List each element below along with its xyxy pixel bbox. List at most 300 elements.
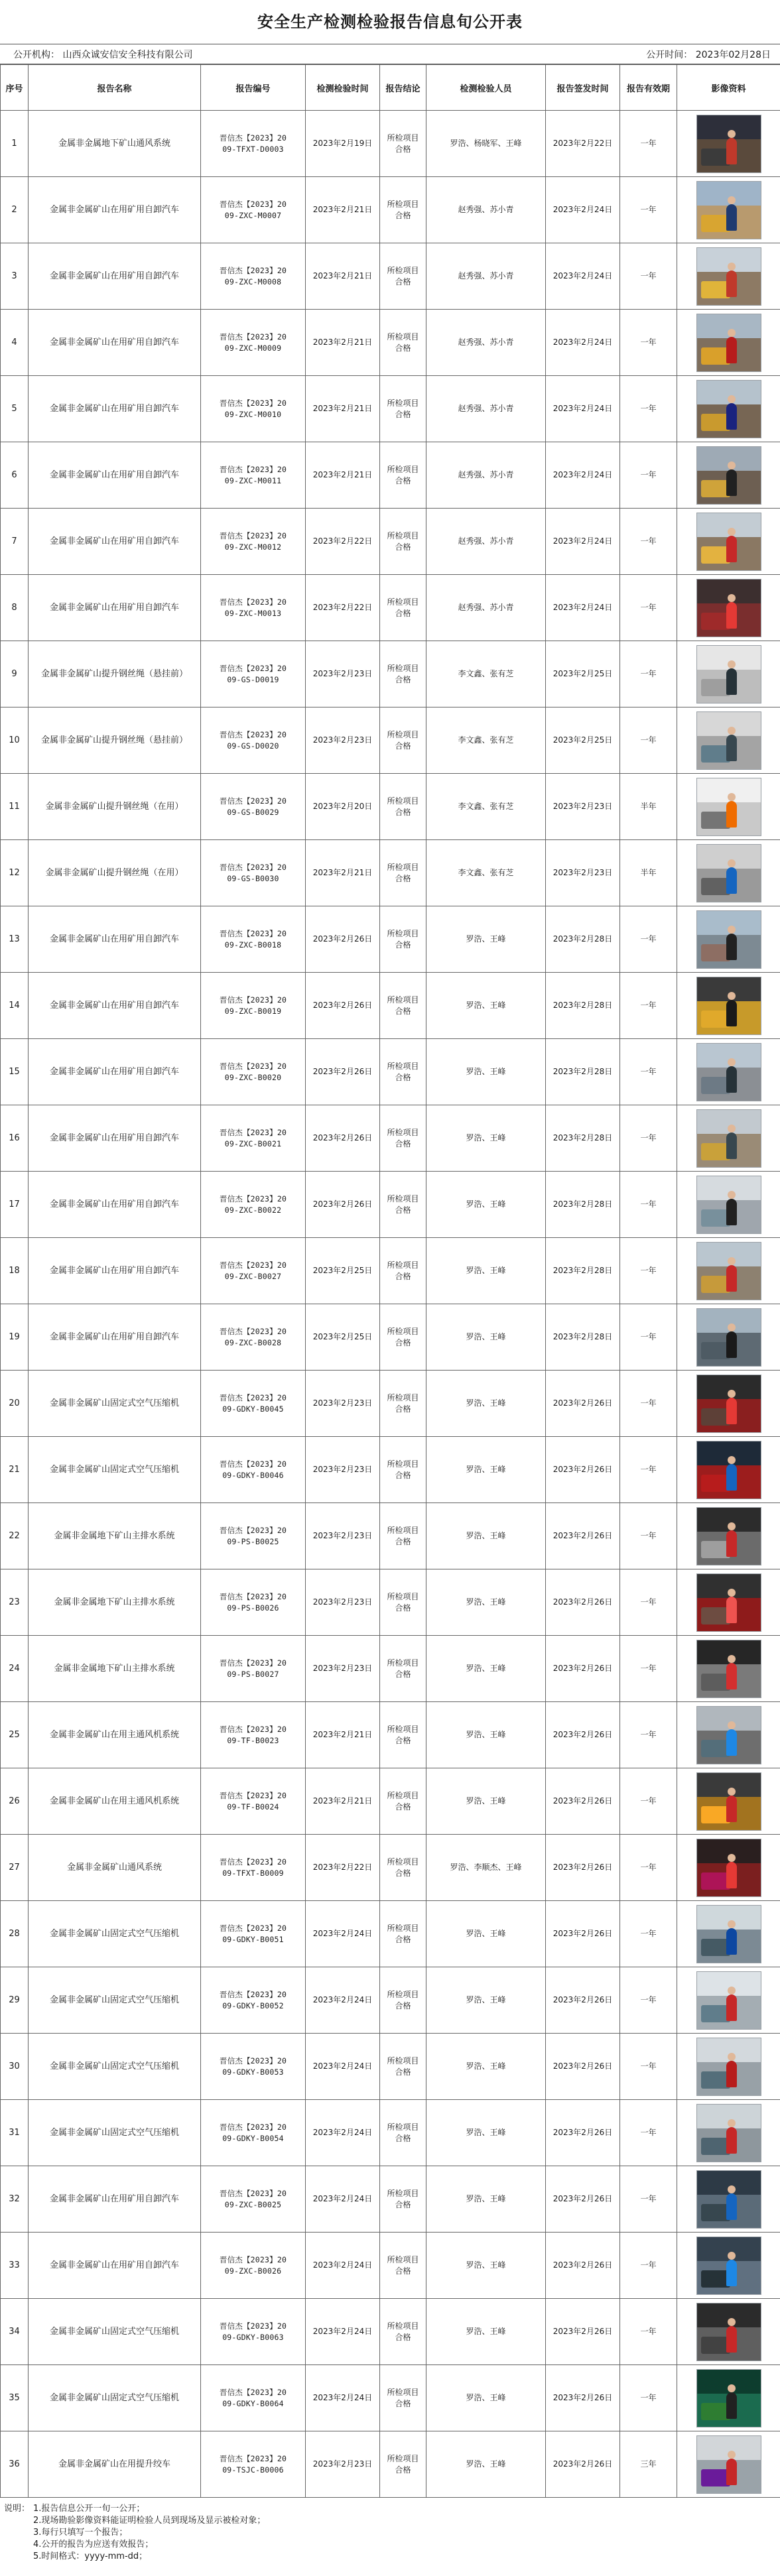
- inspection-photo[interactable]: [696, 1706, 761, 1764]
- inspection-photo[interactable]: [696, 1905, 761, 1963]
- conclusion-line-2: 合格: [395, 2465, 411, 2475]
- inspection-photo[interactable]: [696, 1109, 761, 1168]
- issue-date: 2023年2月28日: [546, 1105, 620, 1172]
- report-code-line-1: 晋信杰【2023】20: [219, 2453, 287, 2463]
- photo-inspector-figure: [726, 204, 737, 231]
- table-row: [1, 1304, 780, 1371]
- photo-equipment: [701, 1740, 730, 1757]
- report-code-line-1: 晋信杰【2023】20: [219, 199, 287, 209]
- report-name: 金属非金属矿山在用矿用自卸汽车: [29, 1105, 201, 1172]
- note-line-4: 4.公开的报告为应送有效报告；: [33, 2540, 154, 2549]
- inspection-date: 2023年2月20日: [306, 774, 380, 840]
- conclusion: [380, 2299, 426, 2365]
- validity: 一年: [620, 442, 677, 509]
- conclusion: [380, 641, 426, 707]
- photo-cell: [677, 2299, 780, 2365]
- conclusion: [380, 111, 426, 177]
- photo-inspector-head: [728, 2119, 736, 2127]
- report-code-line-2: 09-ZXC-B0019: [224, 1006, 282, 1016]
- conclusion-line-2: 合格: [395, 343, 411, 353]
- photo-equipment: [701, 1674, 730, 1691]
- inspection-photo[interactable]: [696, 2369, 761, 2427]
- photo-inspector-figure: [726, 403, 737, 430]
- photo-inspector-head: [728, 528, 736, 536]
- inspectors: 李文鑫、张有芝: [426, 707, 546, 774]
- table-row: [1, 177, 780, 243]
- conclusion-line-2: 合格: [395, 2199, 411, 2209]
- inspection-photo[interactable]: [696, 446, 761, 505]
- report-code-line-1: 晋信杰【2023】20: [219, 2122, 287, 2132]
- inspection-date: 2023年2月23日: [306, 641, 380, 707]
- photo-cell: [677, 376, 780, 442]
- report-code: [201, 1702, 306, 1768]
- report-name: 金属非金属矿山固定式空气压缩机: [29, 1967, 201, 2034]
- photo-inspector-figure: [726, 2260, 737, 2286]
- header-report-name: 报告名称: [29, 65, 201, 111]
- conclusion-line-2: 合格: [395, 1536, 411, 1546]
- report-name: 金属非金属矿山在用矿用自卸汽车: [29, 1039, 201, 1105]
- issue-date: 2023年2月26日: [546, 1569, 620, 1636]
- conclusion: [380, 177, 426, 243]
- conclusion-line-1: 所检项目: [387, 663, 419, 673]
- row-no: 34: [1, 2299, 29, 2365]
- report-code: [201, 310, 306, 376]
- report-code: [201, 2233, 306, 2299]
- inspection-photo[interactable]: [696, 2038, 761, 2096]
- inspection-date: 2023年2月21日: [306, 177, 380, 243]
- inspection-date: 2023年2月24日: [306, 2299, 380, 2365]
- report-name: 金属非金属矿山在用矿用自卸汽车: [29, 376, 201, 442]
- report-code-line-2: 09-TF-B0024: [227, 1802, 279, 1811]
- photo-equipment: [701, 613, 730, 630]
- inspection-photo[interactable]: [696, 1441, 761, 1499]
- conclusion: [380, 1569, 426, 1636]
- table-row: [1, 1437, 780, 1503]
- report-code: [201, 840, 306, 906]
- row-no: 10: [1, 707, 29, 774]
- conclusion: [380, 973, 426, 1039]
- table-row: [1, 1039, 780, 1105]
- photo-inspector-figure: [726, 1796, 737, 1822]
- report-name: 金属非金属地下矿山主排水系统: [29, 1636, 201, 1702]
- conclusion-line-2: 合格: [395, 1868, 411, 1878]
- table-row: [1, 707, 780, 774]
- table-row: [1, 442, 780, 509]
- row-no: 36: [1, 2431, 29, 2498]
- photo-cell: [677, 1636, 780, 1702]
- conclusion: [380, 2166, 426, 2233]
- conclusion-line-1: 所检项目: [387, 1591, 419, 1601]
- inspection-date: 2023年2月21日: [306, 310, 380, 376]
- conclusion-line-1: 所检项目: [387, 1525, 419, 1535]
- photo-inspector-figure: [726, 867, 737, 894]
- report-code-line-1: 晋信杰【2023】20: [219, 1923, 287, 1933]
- report-name: 金属非金属矿山在用矿用自卸汽车: [29, 2166, 201, 2233]
- report-code-line-2: 09-ZXC-M0013: [224, 608, 282, 618]
- photo-inspector-figure: [726, 668, 737, 695]
- validity: 一年: [620, 2100, 677, 2166]
- conclusion-line-2: 合格: [395, 475, 411, 485]
- photo-inspector-figure: [726, 1729, 737, 1756]
- inspectors: 赵秀强、苏小青: [426, 177, 546, 243]
- inspection-photo[interactable]: [696, 1176, 761, 1234]
- conclusion: [380, 575, 426, 641]
- photo-equipment: [701, 149, 730, 166]
- inspection-date: 2023年2月24日: [306, 2166, 380, 2233]
- report-code-line-1: 晋信杰【2023】20: [219, 1989, 287, 1999]
- row-no: 25: [1, 1702, 29, 1768]
- conclusion: [380, 1503, 426, 1569]
- photo-inspector-figure: [726, 2392, 737, 2419]
- report-name: 金属非金属矿山固定式空气压缩机: [29, 1437, 201, 1503]
- inspection-date: 2023年2月24日: [306, 1967, 380, 2034]
- inspection-photo[interactable]: [696, 1640, 761, 1698]
- report-name: 金属非金属矿山在用矿用自卸汽车: [29, 575, 201, 641]
- row-no: 22: [1, 1503, 29, 1569]
- row-no: 12: [1, 840, 29, 906]
- report-code-line-1: 晋信杰【2023】20: [219, 1127, 287, 1137]
- report-code: [201, 1105, 306, 1172]
- report-name: 金属非金属矿山在用主通风机系统: [29, 1768, 201, 1835]
- conclusion-line-2: 合格: [395, 1735, 411, 1745]
- table-row: [1, 1238, 780, 1304]
- conclusion-line-1: 所检项目: [387, 928, 419, 938]
- inspectors: 罗浩、王峰: [426, 973, 546, 1039]
- validity: 一年: [620, 973, 677, 1039]
- inspectors: 罗浩、王峰: [426, 1901, 546, 1967]
- conclusion-line-1: 所检项目: [387, 1127, 419, 1137]
- inspectors: 赵秀强、苏小青: [426, 243, 546, 310]
- report-code-line-2: 09-TFXT-B0009: [222, 1868, 284, 1878]
- header-inspection-date: 检测检验时间: [306, 65, 380, 111]
- photo-equipment: [701, 878, 730, 895]
- report-code: [201, 2034, 306, 2100]
- report-code-line-2: 09-GDKY-B0045: [222, 1404, 284, 1414]
- inspectors: 罗浩、王峰: [426, 1105, 546, 1172]
- validity: 一年: [620, 509, 677, 575]
- photo-inspector-figure: [726, 469, 737, 496]
- row-no: 21: [1, 1437, 29, 1503]
- conclusion: [380, 1768, 426, 1835]
- conclusion-line-2: 合格: [395, 741, 411, 751]
- inspection-photo[interactable]: [696, 2170, 761, 2229]
- inspectors: 李文鑫、张有芝: [426, 840, 546, 906]
- table-row: [1, 973, 780, 1039]
- validity: 一年: [620, 2166, 677, 2233]
- photo-cell: [677, 177, 780, 243]
- photo-inspector-head: [728, 1323, 736, 1331]
- row-no: 3: [1, 243, 29, 310]
- row-no: 33: [1, 2233, 29, 2299]
- conclusion-line-1: 所检项目: [387, 1857, 419, 1867]
- issue-date: 2023年2月28日: [546, 1304, 620, 1371]
- inspectors: 罗浩、王峰: [426, 1238, 546, 1304]
- inspection-photo[interactable]: [696, 1308, 761, 1367]
- row-no: 9: [1, 641, 29, 707]
- issue-date: 2023年2月24日: [546, 310, 620, 376]
- report-code-line-2: 09-ZXC-B0028: [224, 1337, 282, 1347]
- inspection-photo[interactable]: [696, 1772, 761, 1831]
- issue-date: 2023年2月24日: [546, 376, 620, 442]
- header-report-code: 报告编号: [201, 65, 306, 111]
- report-code-line-1: 晋信杰【2023】20: [219, 2387, 287, 2397]
- row-no: 16: [1, 1105, 29, 1172]
- inspection-photo[interactable]: [696, 380, 761, 438]
- inspection-photo[interactable]: [696, 579, 761, 637]
- conclusion: [380, 774, 426, 840]
- photo-equipment: [701, 1209, 730, 1227]
- photo-inspector-figure: [726, 2193, 737, 2220]
- issue-date: 2023年2月26日: [546, 1437, 620, 1503]
- inspectors: 罗浩、王峰: [426, 1967, 546, 2034]
- conclusion-line-2: 合格: [395, 1934, 411, 1944]
- row-no: 35: [1, 2365, 29, 2431]
- photo-inspector-figure: [726, 2326, 737, 2353]
- photo-inspector-figure: [726, 1000, 737, 1026]
- photo-inspector-head: [728, 1456, 736, 1464]
- inspection-date: 2023年2月23日: [306, 1569, 380, 1636]
- conclusion: [380, 2100, 426, 2166]
- inspection-photo[interactable]: [696, 711, 761, 770]
- validity: 一年: [620, 1768, 677, 1835]
- conclusion-line-2: 合格: [395, 2133, 411, 2143]
- inspection-date: 2023年2月26日: [306, 1039, 380, 1105]
- inspection-photo[interactable]: [696, 2104, 761, 2162]
- table-row: [1, 1569, 780, 1636]
- table-row: [1, 840, 780, 906]
- table-row: [1, 906, 780, 973]
- conclusion-line-1: 所检项目: [387, 2122, 419, 2132]
- page-title: 安全生产检测检验报告信息旬公开表: [0, 0, 780, 44]
- report-code-line-2: 09-GDKY-B0053: [222, 2067, 284, 2077]
- inspectors: 罗浩、李顺杰、王峰: [426, 1835, 546, 1901]
- validity: 一年: [620, 310, 677, 376]
- photo-cell: [677, 1437, 780, 1503]
- inspectors: 罗浩、王峰: [426, 1569, 546, 1636]
- row-no: 28: [1, 1901, 29, 1967]
- issue-date: 2023年2月26日: [546, 2299, 620, 2365]
- report-name: 金属非金属矿山提升钢丝绳（悬挂前）: [29, 641, 201, 707]
- photo-cell: [677, 840, 780, 906]
- photo-equipment: [701, 1541, 730, 1558]
- inspection-date: 2023年2月21日: [306, 840, 380, 906]
- inspection-date: 2023年2月23日: [306, 2431, 380, 2498]
- inspection-date: 2023年2月22日: [306, 575, 380, 641]
- conclusion: [380, 1967, 426, 2034]
- issue-date: 2023年2月26日: [546, 2034, 620, 2100]
- inspection-photo[interactable]: [696, 1375, 761, 1433]
- conclusion: [380, 840, 426, 906]
- report-code-line-1: 晋信杰【2023】20: [219, 1326, 287, 1336]
- row-no: 24: [1, 1636, 29, 1702]
- photo-inspector-figure: [726, 337, 737, 363]
- table-row: [1, 310, 780, 376]
- report-code: [201, 2166, 306, 2233]
- conclusion-line-1: 所检项目: [387, 1194, 419, 1203]
- photo-inspector-figure: [726, 2061, 737, 2087]
- notes-label: 说明：: [4, 2504, 31, 2514]
- photo-cell: [677, 2365, 780, 2431]
- photo-cell: [677, 774, 780, 840]
- photo-inspector-figure: [726, 602, 737, 629]
- validity: 一年: [620, 2365, 677, 2431]
- report-code-line-2: 09-GDKY-B0052: [222, 2000, 284, 2010]
- conclusion-line-1: 所检项目: [387, 2188, 419, 2198]
- table-row: [1, 641, 780, 707]
- table-row: [1, 376, 780, 442]
- inspection-photo[interactable]: [696, 1971, 761, 2030]
- photo-inspector-figure: [726, 934, 737, 960]
- photo-inspector-head: [728, 1987, 736, 1994]
- report-code-line-1: 晋信杰【2023】20: [219, 2321, 287, 2331]
- inspection-photo[interactable]: [696, 645, 761, 704]
- conclusion-line-1: 所检项目: [387, 1989, 419, 1999]
- inspection-photo[interactable]: [696, 1242, 761, 1300]
- inspection-photo[interactable]: [696, 247, 761, 306]
- photo-cell: [677, 442, 780, 509]
- validity: 一年: [620, 1238, 677, 1304]
- inspectors: 罗浩、王峰: [426, 2100, 546, 2166]
- report-name: 金属非金属矿山在用矿用自卸汽车: [29, 243, 201, 310]
- photo-inspector-figure: [726, 1597, 737, 1623]
- report-code-line-2: 09-PS-B0025: [227, 1536, 279, 1546]
- conclusion-line-2: 合格: [395, 2266, 411, 2276]
- report-code-line-2: 09-ZXC-M0011: [224, 475, 282, 485]
- inspection-date: 2023年2月22日: [306, 509, 380, 575]
- row-no: 23: [1, 1569, 29, 1636]
- inspection-date: 2023年2月26日: [306, 1105, 380, 1172]
- photo-equipment: [701, 2204, 730, 2221]
- inspection-date: 2023年2月23日: [306, 1503, 380, 1569]
- report-name: 金属非金属矿山固定式空气压缩机: [29, 2100, 201, 2166]
- issue-date: 2023年2月26日: [546, 1636, 620, 1702]
- validity: 一年: [620, 1371, 677, 1437]
- report-code-line-2: 09-ZXC-B0018: [224, 940, 282, 950]
- inspection-photo[interactable]: [696, 1839, 761, 1897]
- table-row: [1, 2431, 780, 2498]
- report-name: 金属非金属矿山在用矿用自卸汽车: [29, 973, 201, 1039]
- header-conclusion: 报告结论: [380, 65, 426, 111]
- report-code-line-1: 晋信杰【2023】20: [219, 1724, 287, 1734]
- inspection-photo[interactable]: [696, 778, 761, 836]
- photo-inspector-figure: [726, 801, 737, 828]
- inspection-date: 2023年2月21日: [306, 376, 380, 442]
- report-name: 金属非金属矿山通风系统: [29, 1835, 201, 1901]
- inspection-photo[interactable]: [696, 1573, 761, 1632]
- report-code: [201, 1636, 306, 1702]
- inspection-photo[interactable]: [696, 181, 761, 239]
- report-code: [201, 707, 306, 774]
- inspection-date: 2023年2月21日: [306, 1702, 380, 1768]
- photo-inspector-head: [728, 196, 736, 204]
- conclusion-line-2: 合格: [395, 1802, 411, 1811]
- photo-inspector-figure: [726, 1265, 737, 1292]
- conclusion-line-1: 所检项目: [387, 265, 419, 275]
- inspection-photo[interactable]: [696, 2303, 761, 2361]
- conclusion-line-1: 所检项目: [387, 2254, 419, 2264]
- inspection-date: 2023年2月21日: [306, 1768, 380, 1835]
- inspection-photo[interactable]: [696, 977, 761, 1035]
- validity: 一年: [620, 641, 677, 707]
- report-code: [201, 1371, 306, 1437]
- inspection-photo[interactable]: [696, 2237, 761, 2295]
- report-name: 金属非金属矿山提升钢丝绳（在用）: [29, 840, 201, 906]
- photo-cell: [677, 1768, 780, 1835]
- photo-cell: [677, 1105, 780, 1172]
- report-code-line-1: 晋信杰【2023】20: [219, 1459, 287, 1469]
- photo-inspector-head: [728, 2053, 736, 2061]
- photo-cell: [677, 641, 780, 707]
- photo-inspector-figure: [726, 1530, 737, 1557]
- inspection-photo[interactable]: [696, 910, 761, 969]
- note-line-5: 5.时间格式：yyyy-mm-dd；: [33, 2551, 148, 2561]
- issue-date: 2023年2月28日: [546, 1238, 620, 1304]
- report-code-line-1: 晋信杰【2023】20: [219, 1392, 287, 1402]
- conclusion-line-1: 所检项目: [387, 1326, 419, 1336]
- validity: 一年: [620, 1569, 677, 1636]
- photo-inspector-head: [728, 1058, 736, 1066]
- issue-date: 2023年2月26日: [546, 1702, 620, 1768]
- report-name: 金属非金属矿山在用矿用自卸汽车: [29, 1172, 201, 1238]
- inspectors: 赵秀强、苏小青: [426, 310, 546, 376]
- inspection-date: 2023年2月23日: [306, 1371, 380, 1437]
- issue-date: 2023年2月25日: [546, 707, 620, 774]
- inspectors: 罗浩、王峰: [426, 1503, 546, 1569]
- conclusion: [380, 2431, 426, 2498]
- report-code: [201, 1437, 306, 1503]
- report-code-line-2: 09-ZXC-B0026: [224, 2266, 282, 2276]
- inspectors: 罗浩、王峰: [426, 906, 546, 973]
- photo-inspector-head: [728, 859, 736, 867]
- inspection-photo[interactable]: [696, 844, 761, 902]
- conclusion: [380, 1702, 426, 1768]
- report-code-line-1: 晋信杰【2023】20: [219, 663, 287, 673]
- table-row: [1, 1636, 780, 1702]
- report-code: [201, 2100, 306, 2166]
- report-code-line-2: 09-TFXT-D0003: [222, 144, 284, 154]
- report-code: [201, 906, 306, 973]
- photo-inspector-head: [728, 1721, 736, 1729]
- table-row: [1, 1503, 780, 1569]
- photo-inspector-head: [728, 1920, 736, 1928]
- row-no: 14: [1, 973, 29, 1039]
- inspection-photo[interactable]: [696, 2435, 761, 2494]
- inspection-photo[interactable]: [696, 314, 761, 372]
- conclusion-line-1: 所检项目: [387, 1724, 419, 1734]
- issue-date: 2023年2月26日: [546, 1503, 620, 1569]
- inspection-photo[interactable]: [696, 115, 761, 173]
- report-table: [0, 64, 780, 2498]
- table-row: [1, 111, 780, 177]
- row-no: 26: [1, 1768, 29, 1835]
- row-no: 2: [1, 177, 29, 243]
- report-code-line-2: 09-ZXC-M0008: [224, 276, 282, 286]
- photo-cell: [677, 906, 780, 973]
- report-name: 金属非金属矿山在用主通风机系统: [29, 1702, 201, 1768]
- report-name: 金属非金属地下矿山主排水系统: [29, 1569, 201, 1636]
- inspection-date: 2023年2月21日: [306, 442, 380, 509]
- photo-inspector-head: [728, 395, 736, 403]
- conclusion: [380, 376, 426, 442]
- inspection-photo[interactable]: [696, 1043, 761, 1101]
- issue-date: 2023年2月26日: [546, 2100, 620, 2166]
- report-code: [201, 509, 306, 575]
- row-no: 8: [1, 575, 29, 641]
- inspection-photo[interactable]: [696, 513, 761, 571]
- validity: 一年: [620, 1636, 677, 1702]
- inspection-photo[interactable]: [696, 1507, 761, 1565]
- report-code: [201, 1172, 306, 1238]
